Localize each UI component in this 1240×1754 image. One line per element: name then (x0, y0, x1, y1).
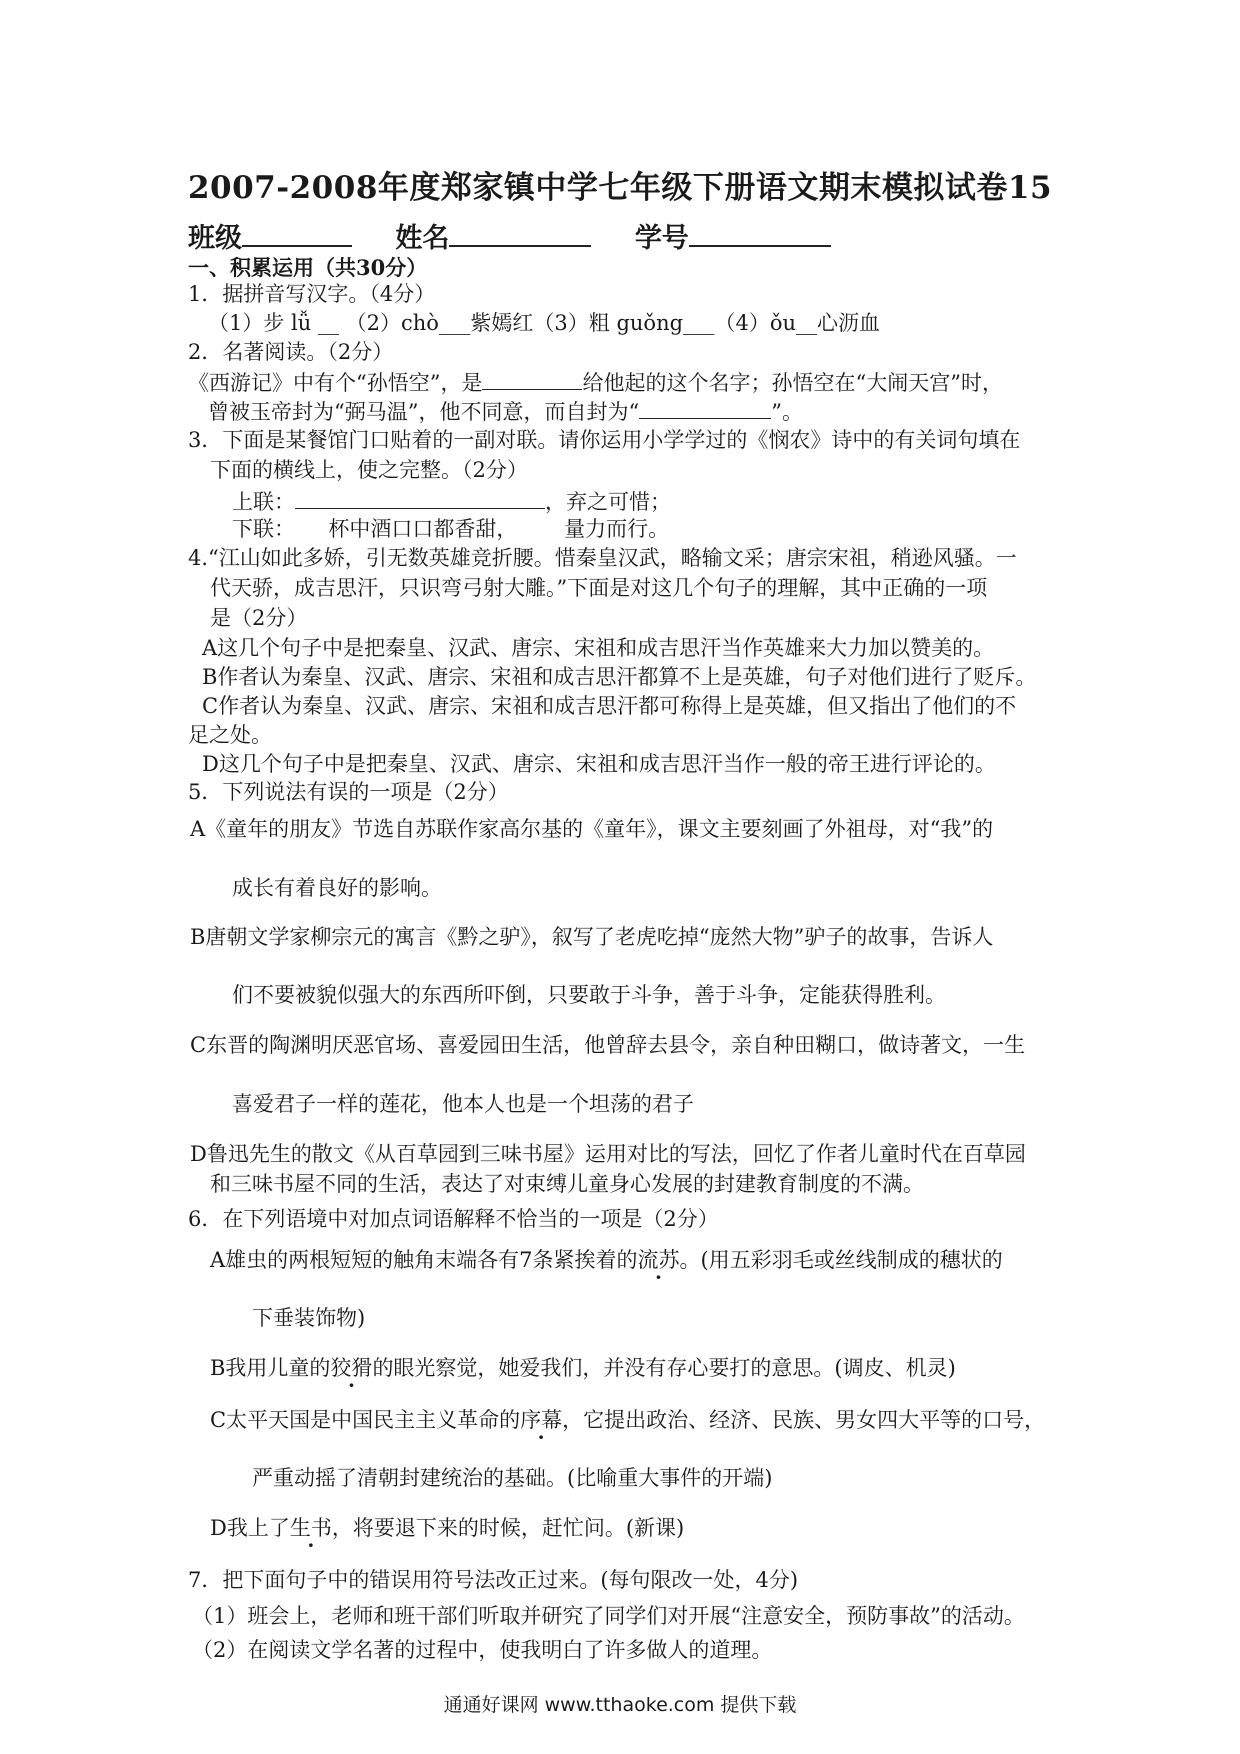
q2-stem: 2．名著阅读。（2分） (188, 340, 394, 364)
q2-blank2[interactable] (639, 398, 771, 419)
q6-option-b: B我用儿童的狡猾的眼光察觉，她爱我们，并没有存心要打的意思。(调皮、机灵) (210, 1356, 956, 1380)
q7-sentence-2: （2）在阅读文学名著的过程中，使我明白了许多做人的道理。 (192, 1638, 773, 1662)
q6-option-c-line1: C太平天国是中国民主主义革命的序幕，它提出政治、经济、民族、男女四大平等的口号， (210, 1408, 1046, 1432)
exam-title: 2007-2008年度郑家镇中学七年级下册语文期末模拟试卷15 (187, 170, 1053, 206)
q1-items: （1）步 lǚ __ （2）chò___紫嫣红（3）粗 guǒng___（4）ǒu__心沥血 (208, 311, 881, 335)
name-blank[interactable] (449, 219, 591, 247)
q5-option-a-line1: A《童年的朋友》节选自苏联作家高尔基的《童年》，课文主要刻画了外祖母，对“我”的 (190, 817, 994, 841)
q4-option-d: D这几个句子中是把秦皇、汉武、唐宗、宋祖和成吉思汗当作一般的帝王进行评论的。 (202, 752, 996, 776)
q6-option-a-line1: A雄虫的两根短短的触角末端各有7条紧挨着的流苏。(用五彩羽毛或丝线制成的穗状的 (210, 1248, 1003, 1272)
class-blank[interactable] (242, 219, 352, 247)
student-info-row (188, 216, 865, 255)
q5-option-b-line2: 们不要被貌似强大的东西所吓倒，只要敢于斗争，善于斗争，定能获得胜利。 (232, 983, 946, 1007)
q4-option-a: A这几个句子中是把秦皇、汉武、唐宗、宋祖和成吉思汗当作英雄来大力加以赞美的。 (202, 636, 995, 660)
q7-stem: 7．把下面句子中的错误用符号法改正过来。(每句限改一处，4分) (188, 1568, 799, 1592)
q6-dotted-term-a: 流苏 (637, 1248, 680, 1272)
q6-option-d: D我上了生书，将要退下来的时候，赶忙问。(新课) (210, 1516, 685, 1540)
q2-line2: 曾被玉帝封为“弼马温”，他不同意，而自封为“ ”。 (208, 400, 803, 424)
q5-option-c-line1: C东晋的陶渊明厌恶官场、喜爱园田生活，他曾辞去县令，亲自种田糊口，做诗著文，一生 (190, 1033, 1026, 1057)
q3-blank[interactable] (295, 488, 545, 509)
q5-option-c-line2: 喜爱君子一样的莲花，他本人也是一个坦荡的君子 (232, 1092, 694, 1116)
q4-option-c-line2: 足之处。 (188, 723, 272, 747)
class-label: 班级 (188, 223, 242, 254)
q1-stem: 1．据拼音写汉字。（4分） (188, 282, 436, 306)
q6-stem: 6．在下列语境中对加点词语解释不恰当的一项是（2分） (188, 1207, 719, 1231)
q4-option-c-line1: C作者认为秦皇、汉武、唐宗、宋祖和成吉思汗都可称得上是英雄，但又指出了他们的不 (202, 694, 1017, 718)
q4-stem-line2: 代天骄，成吉思汗，只识弯弓射大雕。”下面是对这几个句子的理解，其中正确的一项 (210, 576, 988, 600)
q5-option-a-line2: 成长有着良好的影响。 (232, 876, 442, 900)
q5-option-b-line1: B唐朝文学家柳宗元的寓言《黔之驴》，叙写了老虎吃掉“庞然大物”驴子的故事，告诉人 (190, 925, 994, 949)
number-blank[interactable] (689, 219, 831, 247)
q4-option-b: B作者认为秦皇、汉武、唐宗、宋祖和成吉思汗都算不上是英雄，句子对他们进行了贬斥。 (202, 665, 1037, 689)
q4-stem-line1: 4.“江山如此多娇，引无数英雄竞折腰。惜秦皇汉武，略输文采；唐宗宋祖，稍逊风骚。一 (188, 546, 1017, 570)
q5-stem: 5．下列说法有误的一项是（2分） (188, 780, 509, 804)
q5-option-d-line2: 和三味书屋不同的生活，表达了对束缚儿童身心发展的封建教育制度的不满。 (210, 1172, 924, 1196)
q6-option-c-line2: 严重动摇了清朝封建统治的基础。(比喻重大事件的开端) (252, 1466, 773, 1490)
section-heading: 一、积累运用（共30分） (188, 255, 428, 280)
q5-option-d-line1: D鲁迅先生的散文《从百草园到三味书屋》运用对比的写法，回忆了作者儿童时代在百草园 (190, 1142, 1026, 1166)
q7-sentence-1: （1）班会上，老师和班干部们听取并研究了同学们对开展“注意安全，预防事故”的活动。 (192, 1604, 1025, 1628)
q6-option-a-line2: 下垂装饰物) (252, 1306, 366, 1330)
name-label: 姓名 (395, 223, 450, 254)
q6-dotted-term-b: 狡猾 (330, 1356, 373, 1380)
q6-dotted-term-c: 序幕 (520, 1408, 563, 1432)
q2-line1: 《西游记》中有个“孙悟空”，是 给他起的这个名字；孙悟空在“大闹天宫”时， (188, 371, 1003, 395)
q3-lower-couplet: 下联： 杯中酒口口都香甜， 量力而行。 (232, 517, 670, 541)
q2-blank1[interactable] (482, 369, 582, 390)
q6-dotted-term-d: 生书 (289, 1516, 332, 1540)
footer-source: 通通好课网 www.tthaoke.com 提供下载 (443, 1694, 797, 1716)
q3-upper-couplet: 上联： ，弃之可惜； (232, 490, 671, 514)
q3-stem-line2: 下面的横线上，使之完整。（2分） (210, 458, 528, 482)
number-label: 学号 (634, 223, 689, 254)
q3-stem-line1: 3．下面是某餐馆门口贴着的一副对联。请你运用小学学过的《悯农》诗中的有关词句填在 (188, 428, 1021, 452)
q4-stem-line3: 是（2分） (210, 606, 308, 630)
